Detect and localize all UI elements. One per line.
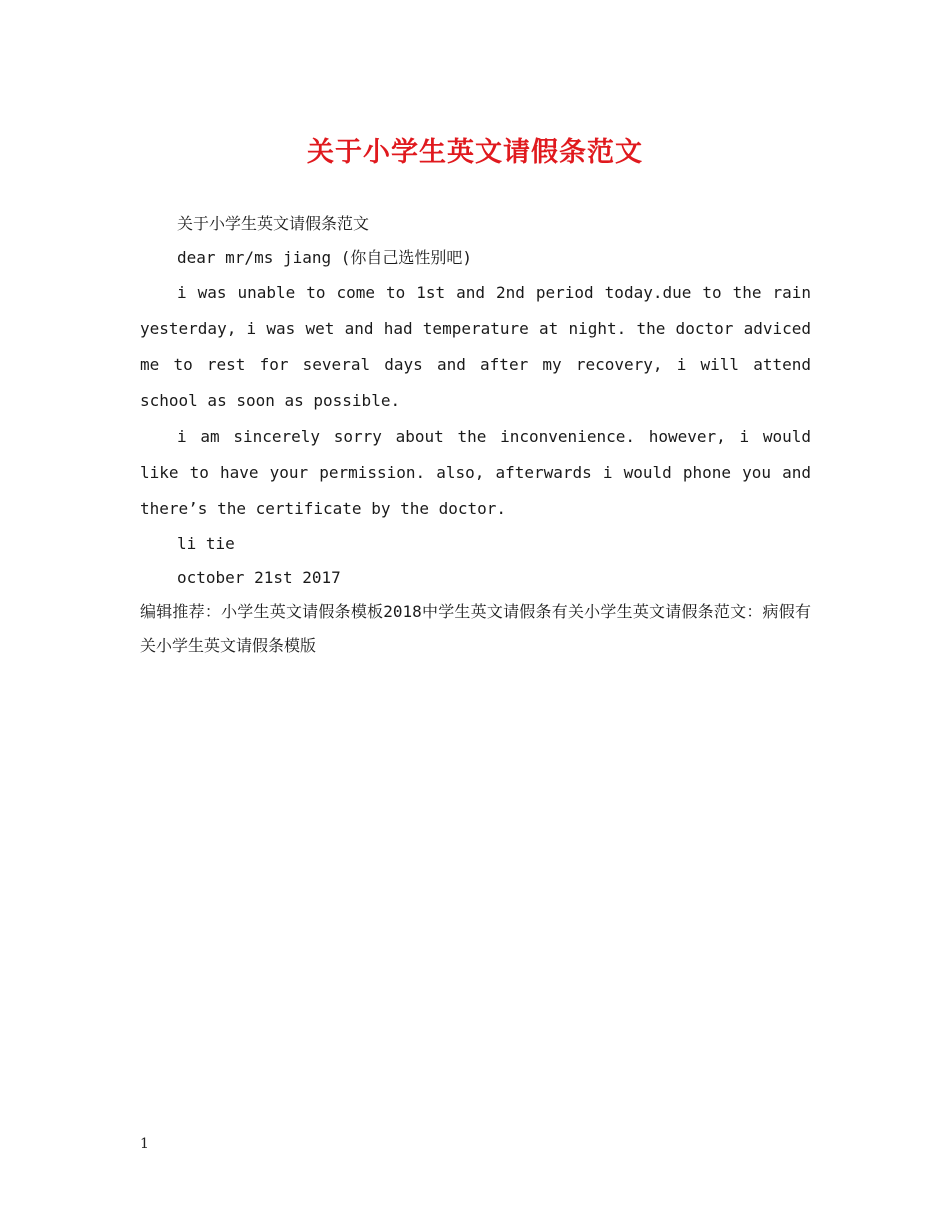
editor-recommendation: 编辑推荐：小学生英文请假条模板2018中学生英文请假条有关小学生英文请假条范文：病假有关小学生英文请假条模版	[140, 602, 811, 655]
document-body	[140, 207, 811, 663]
letter-signature: li tie	[177, 534, 235, 553]
letter-paragraph-1: i was unable to come to 1st and 2nd period today.due to the rain yesterday, i was wet and had temperature at night. the doctor adviced me to rest for several days and after my recovery, i will attend school as soon as possible.	[140, 283, 811, 410]
letter-date: october 21st 2017	[177, 568, 341, 587]
page-number: 1	[140, 1136, 149, 1152]
document-title: 关于小学生英文请假条范文	[307, 137, 643, 168]
letter-greeting: dear mr/ms jiang (你自己选性别吧)	[177, 248, 473, 267]
letter-paragraph-2: i am sincerely sorry about the inconvenience. however, i would like to have your permission. also, afterwards i would phone you and there’s the certificate by the doctor.	[140, 427, 811, 518]
document-subtitle: 关于小学生英文请假条范文	[177, 214, 370, 233]
